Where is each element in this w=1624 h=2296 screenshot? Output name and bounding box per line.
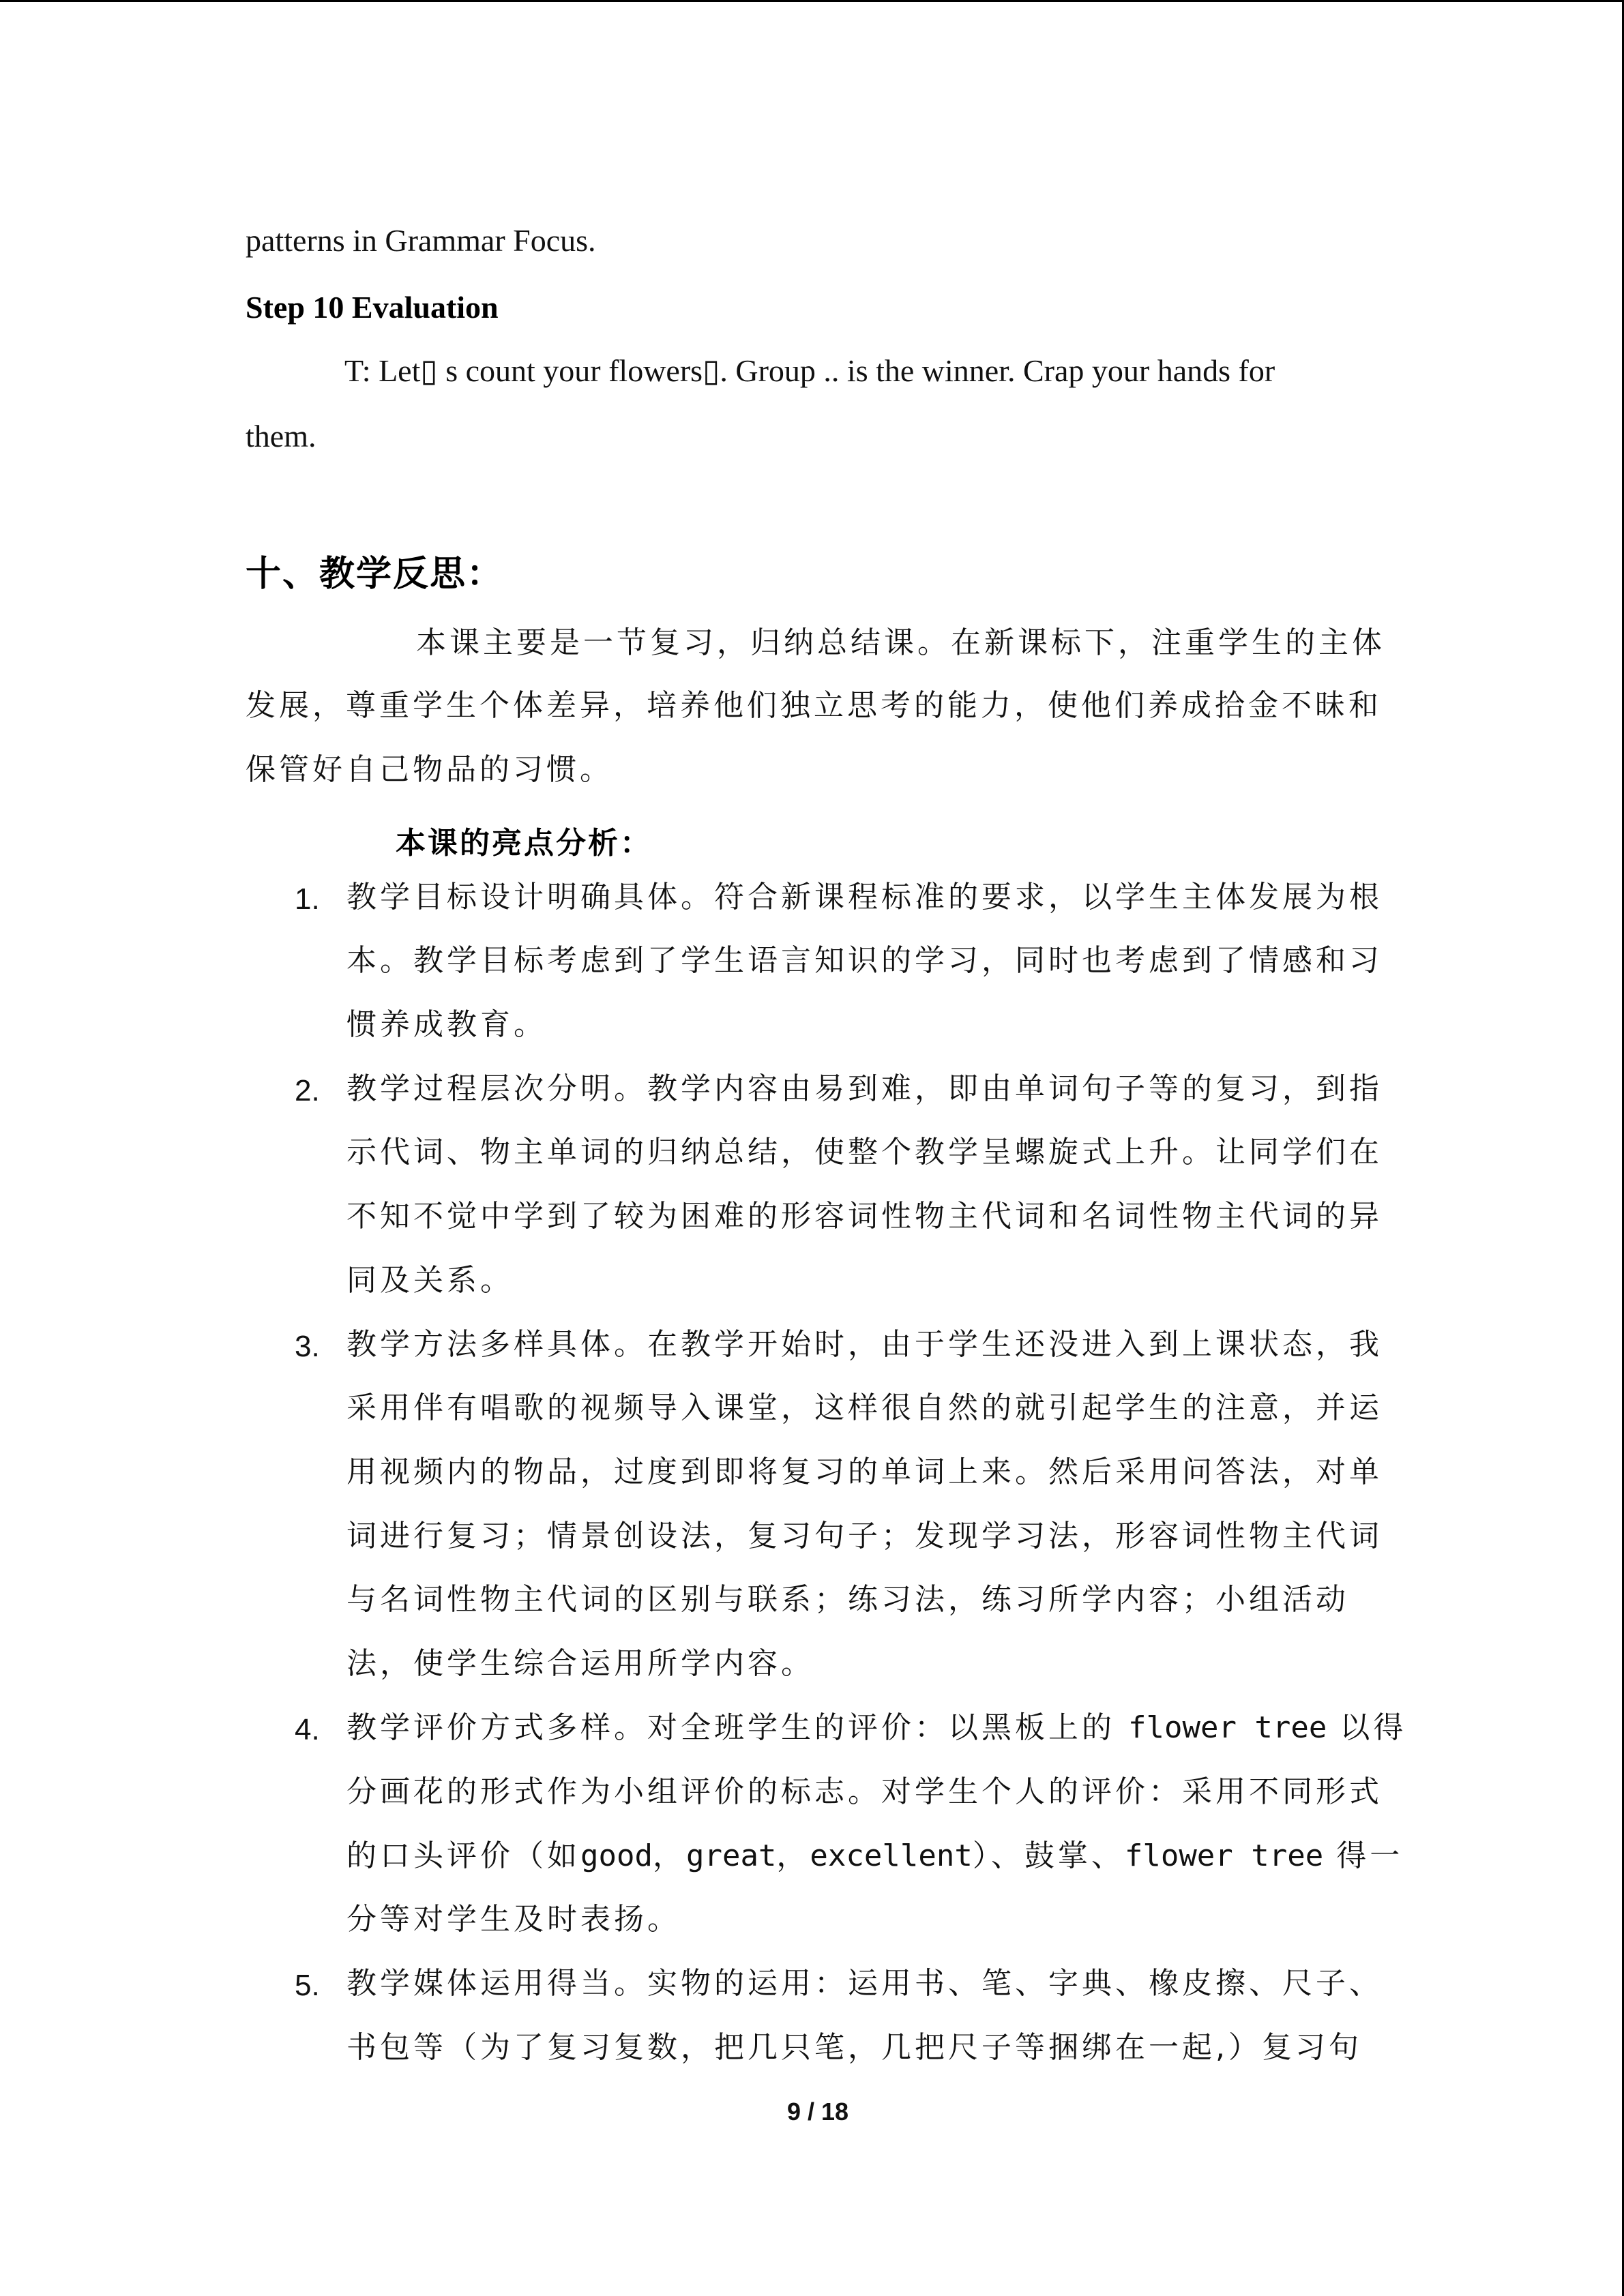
list-item-line: 教学目标设计明确具体。符合新课程标准的要求，以学生主体发展为根: [346, 880, 1383, 914]
list-item-text: 教学评价方式多样。对全班学生的评价：以黑板上的: [346, 1710, 1115, 1745]
page-number: 9 / 18: [787, 2098, 849, 2126]
list-item-line: 教学媒体运用得当。实物的运用：运用书、笔、字典、橡皮擦、尺子、: [346, 1966, 1383, 2001]
list-item-text: 的口头评价（如: [346, 1838, 580, 1873]
list-item-number: 3.: [295, 1330, 320, 1363]
list-item-line: 采用伴有唱歌的视频导入课堂，这样很自然的就引起学生的注意，并运: [346, 1390, 1383, 1425]
inline-separator: ，: [776, 1838, 810, 1873]
list-item-number: 1.: [295, 882, 320, 916]
section-heading: 十、教学反思：: [246, 554, 504, 595]
inline-term-good: good: [580, 1838, 653, 1873]
list-item-line: 同及关系。: [346, 1263, 514, 1298]
teacher-line-2: them.: [246, 419, 316, 453]
teacher-line-1: T: Let▯ s count your flowers▯. Group .. is the winner. Crap your hands for: [344, 353, 1275, 388]
list-item-line: 惯养成教育。: [346, 1007, 547, 1042]
list-item-line: [346, 1710, 1407, 1745]
list-item-line: 法，使学生综合运用所学内容。: [346, 1646, 814, 1681]
list-item-line: 教学方法多样具体。在教学开始时，由于学生还没进入到上课状态，我: [346, 1327, 1383, 1362]
inline-separator: ，: [652, 1838, 686, 1873]
list-item-line: 书包等（为了复习复数，把几只笔，几把尺子等捆绑在一起,）复习句: [346, 2030, 1362, 2065]
list-item-text: 以得: [1340, 1710, 1407, 1745]
intro-line-2: 发展，尊重学生个体差异，培养他们独立思考的能力，使他们养成拾金不昧和: [246, 688, 1382, 723]
intro-line-1: 本课主要是一节复习，归纳总结课。在新课标下，注重学生的主体: [416, 625, 1385, 660]
previous-line-text: patterns in Grammar Focus.: [246, 223, 596, 258]
list-item-text: 得一: [1336, 1838, 1404, 1873]
list-item-line: 本。教学目标考虑到了学生语言知识的学习，同时也考虑到了情感和习: [346, 943, 1383, 978]
list-item-line: 分等对学生及时表扬。: [346, 1902, 681, 1937]
list-item-number: 4.: [295, 1713, 320, 1746]
inline-term-great: great: [685, 1838, 777, 1873]
list-item-text: ）、鼓掌、: [972, 1838, 1125, 1873]
inline-term-flower-tree: flower tree: [1128, 1710, 1327, 1745]
step-title: Step 10 Evaluation: [246, 290, 499, 325]
highlights-subheading: 本课的亮点分析：: [396, 826, 652, 861]
list-item-number: 5.: [295, 1969, 320, 2002]
intro-line-3: 保管好自己物品的习惯。: [246, 752, 613, 787]
list-item-number: 2.: [295, 1074, 320, 1107]
list-item-line: 分画花的形式作为小组评价的标志。对学生个人的评价：采用不同形式: [346, 1774, 1383, 1809]
list-item-line: 与名词性物主代词的区别与联系；练习法，练习所学内容；小组活动: [346, 1582, 1349, 1617]
list-item-line: 示代词、物主单词的归纳总结，使整个教学呈螺旋式上升。让同学们在: [346, 1135, 1383, 1169]
list-item-line: 教学过程层次分明。教学内容由易到难，即由单词句子等的复习，到指: [346, 1071, 1383, 1106]
list-item-line: 词进行复习；情景创设法，复习句子；发现学习法，形容词性物主代词: [346, 1519, 1383, 1553]
inline-term-flower-tree: flower tree: [1124, 1838, 1324, 1873]
list-item-line: 不知不觉中学到了较为困难的形容词性物主代词和名词性物主代词的异: [346, 1199, 1383, 1234]
list-item-line: 用视频内的物品，过度到即将复习的单词上来。然后采用问答法，对单: [346, 1455, 1383, 1489]
list-item-line: [346, 1838, 1404, 1873]
inline-term-excellent: excellent: [810, 1838, 973, 1873]
